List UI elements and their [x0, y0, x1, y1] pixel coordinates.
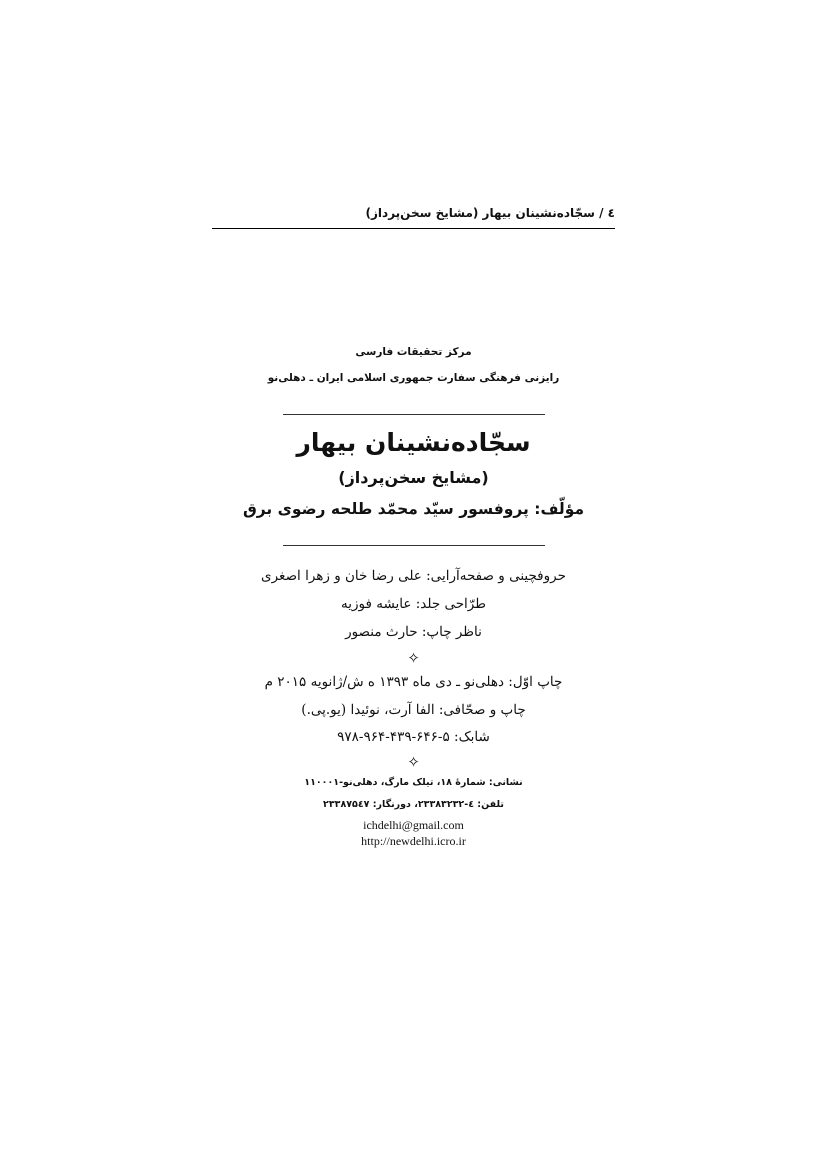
header-rule: [212, 228, 615, 229]
cover-design-credit: طرّاحی جلد: عایشه فوزیه: [340, 596, 486, 612]
bottom-divider: [283, 545, 545, 546]
email-address: ichdelhi@gmail.com: [363, 818, 464, 832]
printer-info: چاپ و صحّافی: الفا آرت، نوئیدا (یو.پی.): [301, 702, 526, 718]
phone-line: تلفن: ٤-۲۳۳۸۳۲۳۲، دورنگار: ۲۳۳۸۷۵٤۷: [323, 799, 504, 810]
running-head: ٤ / سجّاده‌نشینان بیهار (مشایخ سخن‌پرداز): [365, 206, 615, 220]
publisher-name: مرکز تحقیقات فارسی: [355, 346, 472, 358]
print-supervisor-credit: ناظر چاپ: حارث منصور: [345, 624, 482, 640]
ornament-star-icon: ✧: [407, 649, 420, 667]
ornament-star-icon-2: ✧: [407, 753, 420, 771]
website-url: http://newdelhi.icro.ir: [361, 834, 466, 848]
isbn: شابک: ۵-۶۴۶-۴۳۹-۹۶۴-۹۷۸: [337, 729, 490, 745]
edition-info: چاپ اوّل: دهلی‌نو ـ دی ماه ۱۳۹۳ ه ش/ژانویه ۲۰۱۵ م: [264, 674, 563, 690]
address-line: نشانی: شمارهٔ ۱۸، تیلک مارگ، دهلی‌نو-۱۱۰۰۰۱: [304, 777, 523, 788]
top-divider: [283, 414, 545, 415]
book-author: مؤلّف: پروفسور سیّد محمّد طلحه رضوی برق: [242, 500, 585, 518]
book-subtitle: (مشایخ سخن‌پرداز): [338, 468, 489, 487]
typesetting-credit: حروفچینی و صفحه‌آرایی: علی رضا خان و زهرا اصغری: [261, 568, 566, 584]
book-title: سجّاده‌نشینان بیهار: [296, 428, 531, 457]
publisher-affiliation: رایزنی فرهنگی سفارت جمهوری اسلامی ایران ـ دهلی‌نو: [267, 372, 560, 384]
